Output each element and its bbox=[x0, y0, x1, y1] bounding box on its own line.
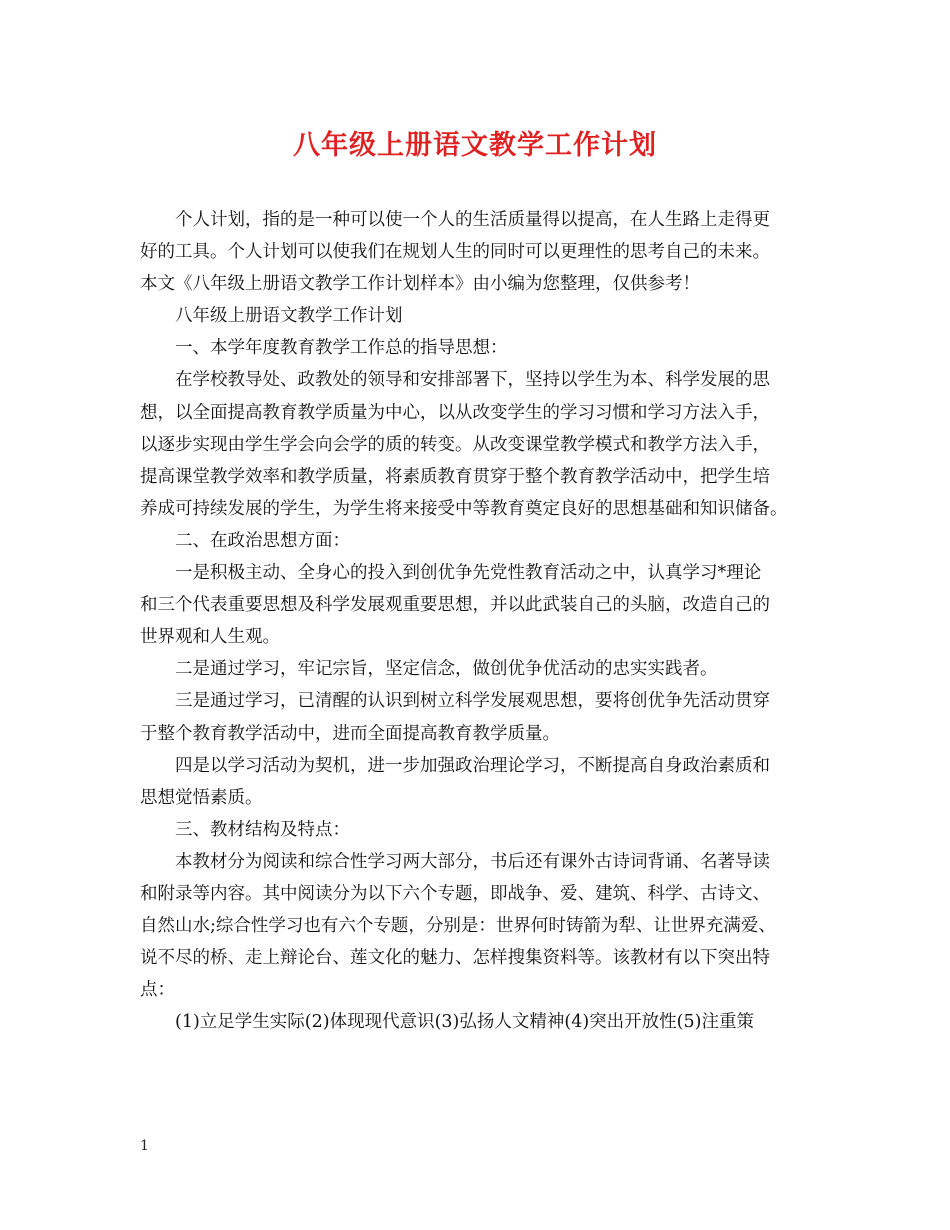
text-line: 和附录等内容。其中阅读分为以下六个专题，即战争、爱、建筑、科学、古诗文、 bbox=[140, 883, 770, 904]
text-line: 四是以学习活动为契机，进一步加强政治理论学习，不断提高自身政治素质和 bbox=[175, 755, 770, 776]
text-line: 八年级上册语文教学工作计划 bbox=[175, 306, 403, 327]
text-line: 三是通过学习，已清醒的认识到树立科学发展观思想，要将创优争先活动贯穿 bbox=[175, 691, 770, 712]
text-line: 本教材分为阅读和综合性学习两大部分，书后还有课外古诗词背诵、名著导读 bbox=[175, 851, 770, 872]
document-title: 八年级上册语文教学工作计划 bbox=[293, 130, 657, 161]
text-line: 说不尽的桥、走上辩论台、莲文化的魅力、怎样搜集资料等。该教材有以下突出特 bbox=[140, 948, 770, 969]
text-line: 点： bbox=[140, 980, 175, 1001]
text-line: 世界观和人生观。 bbox=[140, 627, 280, 648]
text-line: 思想觉悟素质。 bbox=[140, 787, 263, 808]
text-line: 以逐步实现由学生学会向会学的质的转变。从改变课堂教学模式和教学方法入手， bbox=[140, 434, 770, 455]
text-line: 一、本学年度教育教学工作总的指导思想： bbox=[175, 338, 508, 359]
page-number: 1 bbox=[140, 1138, 149, 1154]
text-line: 在学校教导处、政教处的领导和安排部署下，坚持以学生为本、科学发展的思 bbox=[175, 370, 770, 391]
text-line: 和三个代表重要思想及科学发展观重要思想，并以此武装自己的头脑，改造自己的 bbox=[140, 595, 770, 616]
text-line: 想，以全面提高教育教学质量为中心，以从改变学生的学习习惯和学习方法入手， bbox=[140, 402, 770, 423]
text-line: (1)立足学生实际(2)体现现代意识(3)弘扬人文精神(4)突出开放性(5)注重策 bbox=[175, 1012, 754, 1033]
text-line: 二是通过学习，牢记宗旨，坚定信念，做创优争优活动的忠实实践者。 bbox=[175, 659, 718, 680]
text-line: 于整个教育教学活动中，进而全面提高教育教学质量。 bbox=[140, 723, 560, 744]
text-line: 本文《八年级上册语文教学工作计划样本》由小编为您整理，仅供参考！ bbox=[140, 274, 700, 295]
text-line: 提高课堂教学效率和教学质量，将素质教育贯穿于整个教育教学活动中，把学生培 bbox=[140, 466, 770, 487]
text-line: 自然山水;综合性学习也有六个专题，分别是：世界何时铸箭为犁、让世界充满爱、 bbox=[140, 916, 776, 937]
text-line: 养成可持续发展的学生，为学生将来接受中等教育奠定良好的思想基础和知识储备。 bbox=[140, 498, 788, 519]
document-body bbox=[140, 204, 830, 1038]
text-line: 三、教材结构及特点： bbox=[175, 819, 350, 840]
text-line: 一是积极主动、全身心的投入到创优争先党性教育活动之中，认真学习*理论 bbox=[175, 563, 762, 584]
text-line: 个人计划，指的是一种可以使一个人的生活质量得以提高，在人生路上走得更 bbox=[175, 210, 770, 230]
text-line: 二、在政治思想方面： bbox=[175, 530, 350, 551]
text-line: 好的工具。个人计划可以使我们在规划人生的同时可以更理性的思考自己的未来。 bbox=[140, 242, 770, 263]
